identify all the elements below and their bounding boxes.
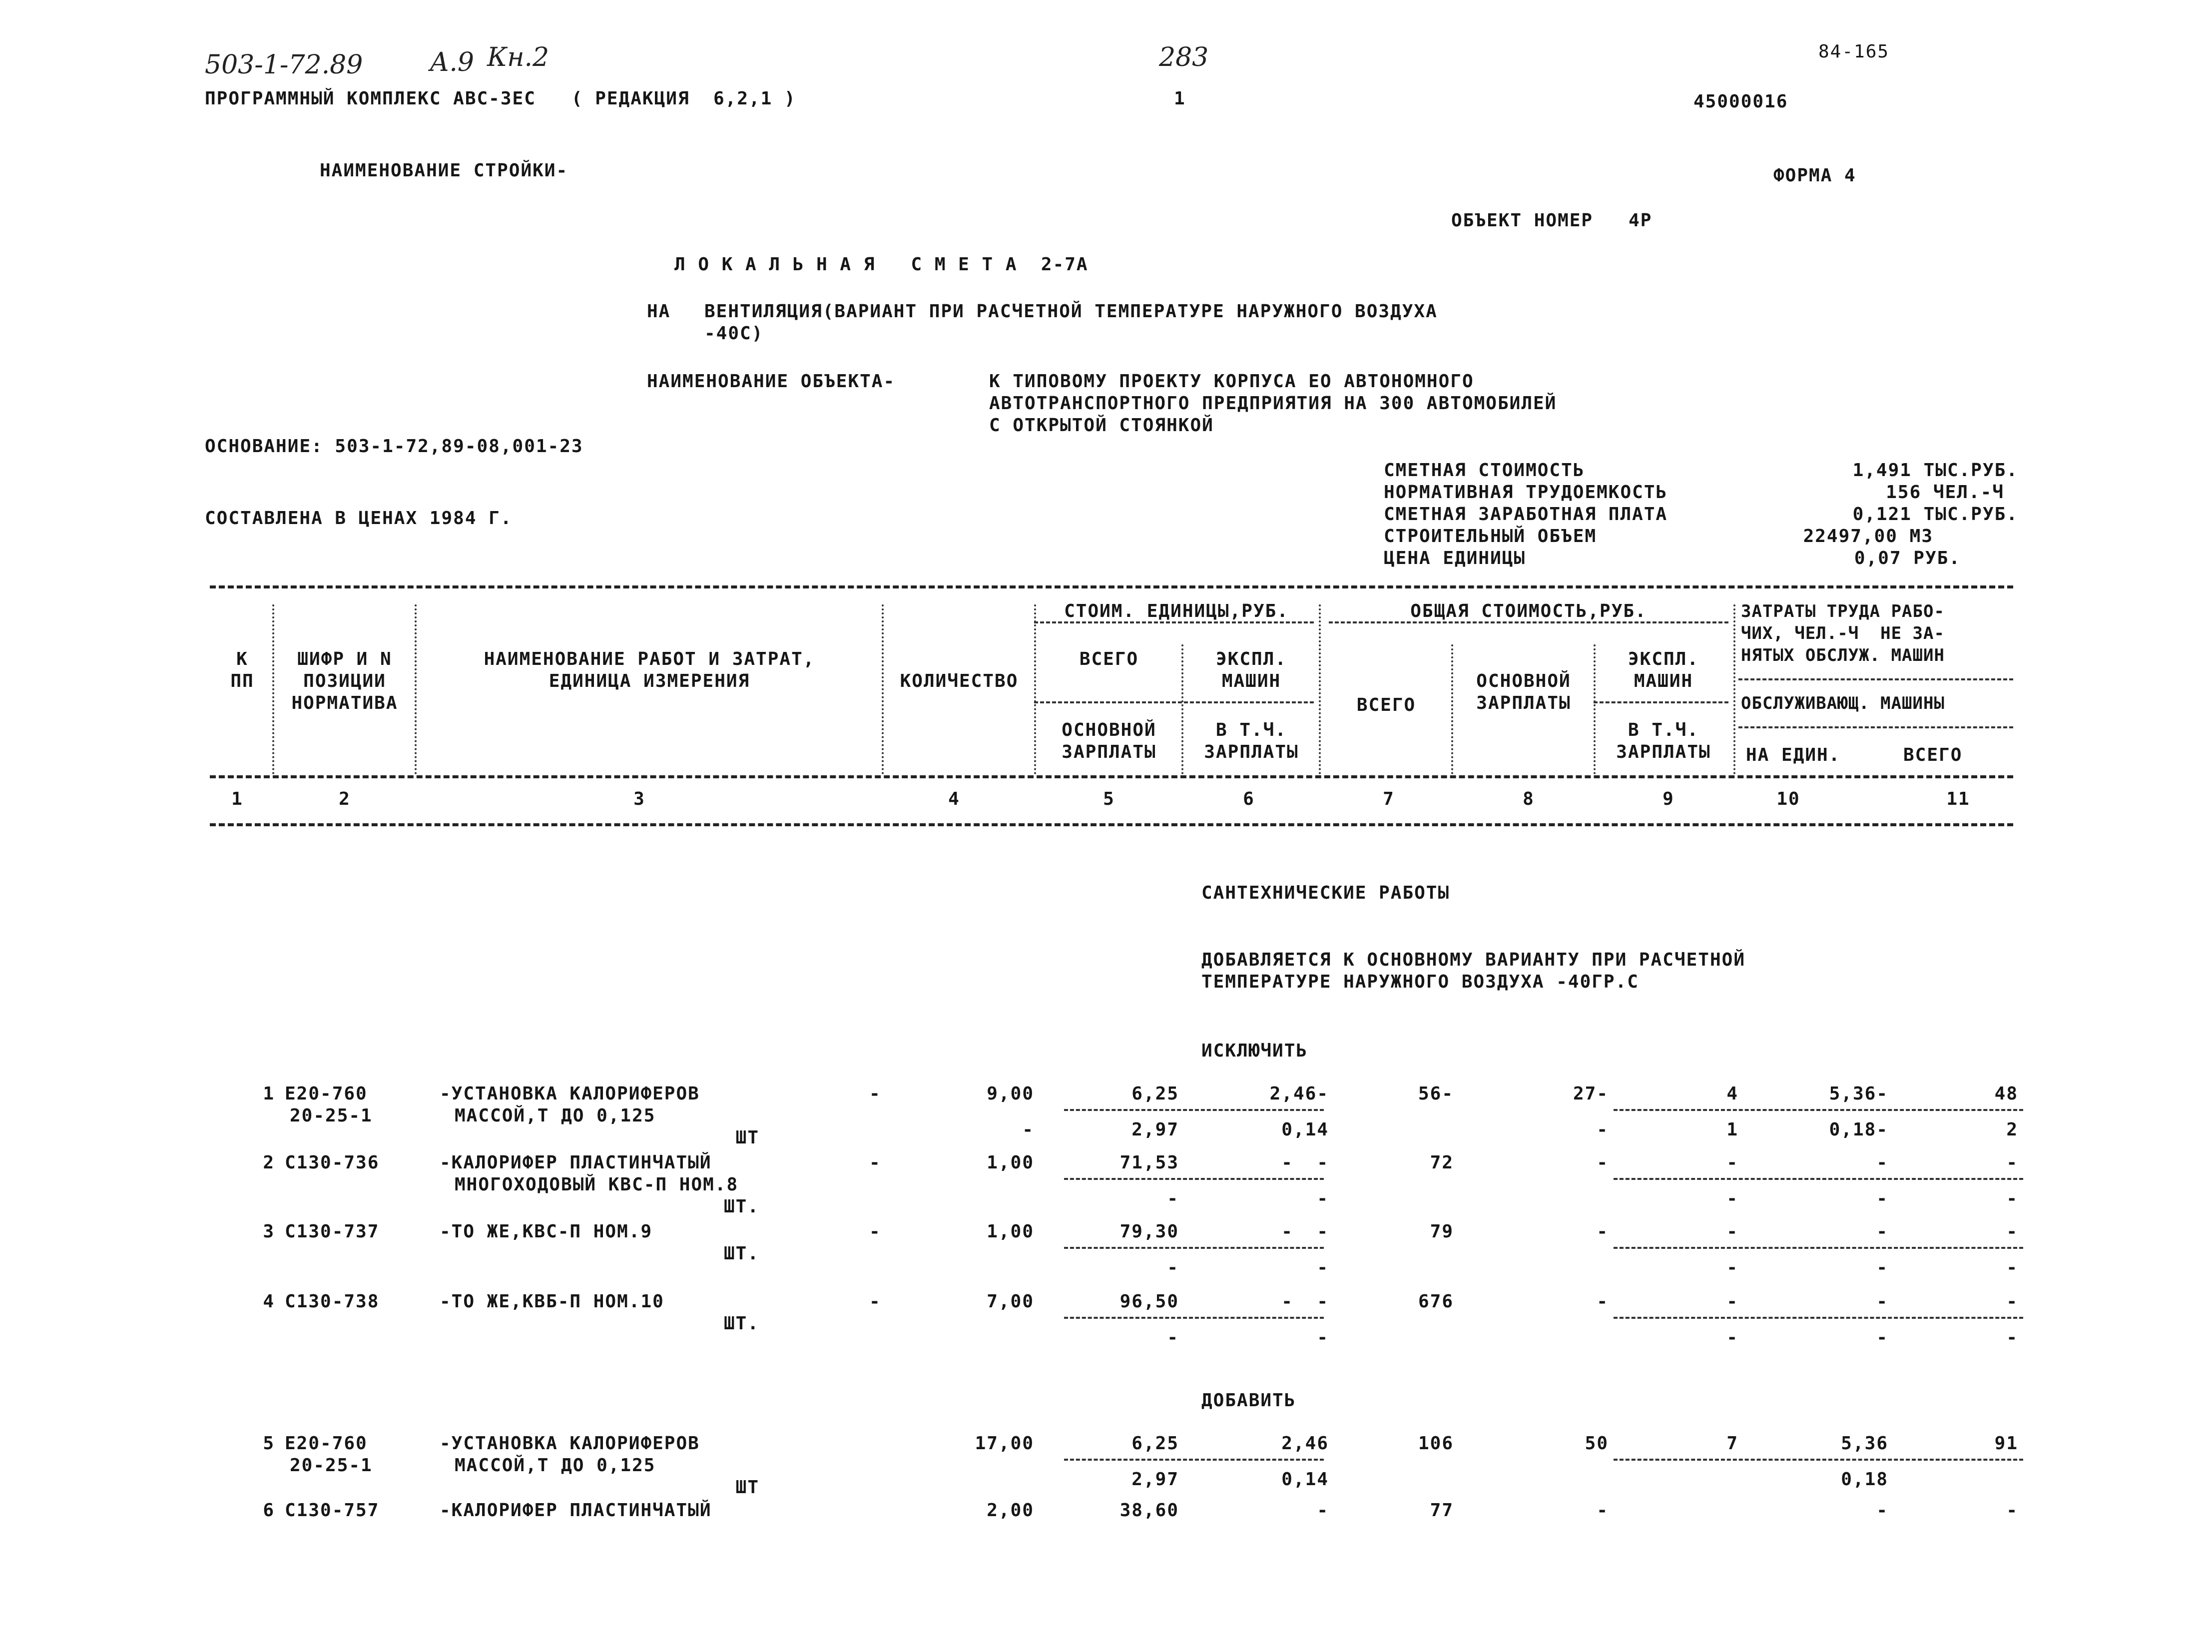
row-total-rule [1614, 1247, 2023, 1249]
row-labor-unit-sub: - [1876, 1327, 1888, 1348]
row-labor-unit: - [1876, 1152, 1888, 1173]
row-total-wage: - [1597, 1221, 1609, 1242]
col-divider [1451, 644, 1453, 774]
row-unit-rule [1064, 1247, 1324, 1249]
row-number: 3 [263, 1221, 275, 1242]
col-header-num: К ПП [230, 649, 254, 691]
row-sign: - [869, 1221, 881, 1242]
row-total-incl: - [1726, 1257, 1738, 1278]
row-labor-total: - [2006, 1221, 2018, 1242]
row-total-machine: - [1726, 1221, 1738, 1242]
row-labor-total: - [2006, 1500, 2018, 1521]
object-label: НАИМЕНОВАНИЕ ОБЪЕКТА- [647, 371, 896, 392]
row-number: 1 [263, 1084, 275, 1104]
col-divider [272, 604, 274, 774]
row-number: 6 [263, 1500, 275, 1521]
row-unit-machine: - - [1281, 1291, 1329, 1312]
row-name: -УСТАНОВКА КАЛОРИФЕРОВ [440, 1433, 700, 1454]
row-name: -ТО ЖЕ,КВБ-П НОМ.10 [440, 1291, 664, 1312]
total-sub-rule [1594, 701, 1728, 703]
row-labor-total-sub: 2 [2006, 1119, 2018, 1140]
unit-machine: ЭКСПЛ. МАШИН [1215, 649, 1287, 691]
row-quantity: 2,00 [987, 1500, 1034, 1521]
unit-incl: В Т.Ч. ЗАРПЛАТЫ [1204, 720, 1299, 762]
row-total-machine: 4 [1726, 1084, 1738, 1104]
row-quantity: 17,00 [975, 1433, 1034, 1454]
numbers-bottom-rule [210, 823, 2013, 826]
row-total-wage: - [1597, 1291, 1609, 1312]
row-unit-incl: - [1317, 1257, 1329, 1278]
row-total-incl: - [1726, 1188, 1738, 1209]
col-divider [1319, 604, 1321, 774]
row-sign: - [869, 1084, 881, 1104]
col-number: 5 [1103, 789, 1115, 809]
doc-number: 45000016 [1693, 91, 1788, 112]
row-unit-rule [1064, 1317, 1324, 1319]
summary-label: СТРОИТЕЛЬНЫЙ ОБЪЕМ [1384, 526, 1597, 547]
row-total-machine: - [1726, 1291, 1738, 1312]
row-quantity: 1,00 [987, 1152, 1034, 1173]
labor-rule-2 [1738, 726, 2013, 728]
col-divider [1181, 644, 1183, 774]
estimate-on-line1: ВЕНТИЛЯЦИЯ(ВАРИАНТ ПРИ РАСЧЕТНОЙ ТЕМПЕРАТУРЕ НАРУЖНОГО ВОЗДУХА [704, 301, 1438, 322]
row-code: Е20-760 [285, 1433, 368, 1454]
row-unit: ШТ. [723, 1313, 759, 1334]
row-number: 5 [263, 1433, 275, 1454]
col-divider [1733, 604, 1735, 774]
row-code: С130-738 [285, 1291, 380, 1312]
labor-group: ЗАТРАТЫ ТРУДА РАБО- ЧИХ, ЧЕЛ.-Ч НЕ ЗА- НЯТЫХ ОБСЛУЖ. МАШИН [1741, 601, 1945, 665]
object-line1: К ТИПОВОМУ ПРОЕКТУ КОРПУСА ЕО АВТОНОМНОГО [989, 371, 1474, 392]
row-name-2: МАССОЙ,Т ДО 0,125 [455, 1455, 656, 1476]
row-name: -ТО ЖЕ,КВС-П НОМ.9 [440, 1221, 653, 1242]
row-labor-total-sub: - [2006, 1257, 2018, 1278]
row-unit: ШТ. [723, 1196, 759, 1217]
row-unit-wage: - [1167, 1188, 1179, 1209]
row-labor-unit: - [1876, 1500, 1888, 1521]
summary-label: СМЕТНАЯ СТОИМОСТЬ [1384, 460, 1585, 481]
handwritten-code: 503-1-72.89 [205, 50, 363, 80]
col-number: 1 [231, 789, 243, 809]
row-name: -УСТАНОВКА КАЛОРИФЕРОВ [440, 1084, 700, 1104]
row-name-2: МНОГОХОДОВЫЙ КВС-П НОМ.8 [455, 1174, 739, 1195]
summary-value: 0,121 ТЫС.РУБ. [1852, 504, 2018, 525]
row-unit-wage: 2,97 [1131, 1469, 1179, 1490]
labor-total: ВСЕГО [1903, 745, 1963, 765]
col-number: 8 [1523, 789, 1535, 809]
row-unit: ШТ [735, 1477, 759, 1498]
row-labor-total: - [2006, 1291, 2018, 1312]
construction-name: НАИМЕНОВАНИЕ СТРОЙКИ- [320, 160, 568, 181]
row-total-wage: - [1597, 1152, 1609, 1173]
col-header-code: ШИФР И N ПОЗИЦИИ НОРМАТИВА [291, 649, 398, 713]
row-code: С130-736 [285, 1152, 380, 1173]
row-unit-wage: - [1167, 1327, 1179, 1348]
col-number: 10 [1776, 789, 1800, 809]
row-labor-unit: - [1876, 1221, 1888, 1242]
header-bottom-rule [210, 775, 2013, 778]
row-labor-total: - [2006, 1152, 2018, 1173]
row-code-2: 20-25-1 [290, 1455, 373, 1476]
row-labor-total: 91 [1994, 1433, 2018, 1454]
row-quantity-sub: - [1022, 1119, 1034, 1140]
col-header-qty: КОЛИЧЕСТВО [900, 671, 1019, 691]
row-total: 106 [1418, 1433, 1454, 1454]
row-total: 79 [1430, 1221, 1454, 1242]
row-code: С130-737 [285, 1221, 380, 1242]
row-labor-total-sub: - [2006, 1188, 2018, 1209]
row-total: 56- [1418, 1084, 1454, 1104]
summary-value: 156 ЧЕЛ.-Ч [1886, 482, 2004, 503]
row-unit-rule [1064, 1459, 1324, 1461]
row-unit-machine: - - [1281, 1221, 1329, 1242]
row-number: 2 [263, 1152, 275, 1173]
total-wage: ОСНОВНОЙ ЗАРПЛАТЫ [1476, 671, 1571, 713]
handwritten-corner: 84-165 [1818, 41, 1890, 62]
object-number: ОБЪЕКТ НОМЕР 4Р [1451, 210, 1653, 231]
row-unit: ШТ. [723, 1243, 759, 1264]
total-cost-group: ОБЩАЯ СТОИМОСТЬ,РУБ. [1410, 601, 1647, 621]
row-unit-rule [1064, 1178, 1324, 1180]
object-line2: АВТОТРАНСПОРТНОГО ПРЕДПРИЯТИЯ НА 300 АВТОМОБИЛЕЙ [989, 393, 1557, 414]
page-number: 1 [1174, 88, 1186, 109]
unit-wage: ОСНОВНОЙ ЗАРПЛАТЫ [1062, 720, 1156, 762]
handwritten-page: 283 [1159, 42, 1209, 72]
row-code: С130-757 [285, 1500, 380, 1521]
row-unit-rule [1064, 1109, 1324, 1111]
form-label: ФОРМА 4 [1773, 165, 1856, 186]
row-unit-incl: - [1317, 1327, 1329, 1348]
row-unit-total: 6,25 [1131, 1433, 1179, 1454]
row-unit-wage: 2,97 [1131, 1119, 1179, 1140]
col-number: 4 [948, 789, 960, 809]
summary-value: 1,491 ТЫС.РУБ. [1852, 460, 2018, 481]
row-unit-incl: - [1317, 1188, 1329, 1209]
row-name: -КАЛОРИФЕР ПЛАСТИНЧАТЫЙ [440, 1152, 712, 1173]
row-unit-total: 71,53 [1119, 1152, 1179, 1173]
row-name: -КАЛОРИФЕР ПЛАСТИНЧАТЫЙ [440, 1500, 712, 1521]
row-labor-unit-sub: 0,18 [1841, 1469, 1888, 1490]
col-divider [415, 604, 417, 774]
labor-machines: ОБСЛУЖИВАЮЩ. МАШИНЫ [1741, 693, 1945, 713]
row-total-machine: 7 [1726, 1433, 1738, 1454]
unit-cost-group: СТОИМ. ЕДИНИЦЫ,РУБ. [1064, 601, 1289, 621]
row-total-wage-sub: - [1597, 1119, 1609, 1140]
row-quantity: 1,00 [987, 1221, 1034, 1242]
col-divider [1034, 604, 1036, 774]
row-name-2: МАССОЙ,Т ДО 0,125 [455, 1105, 656, 1126]
row-sign: - [869, 1152, 881, 1173]
handwritten-book: Кн.2 [487, 42, 550, 72]
row-total-wage: 50 [1585, 1433, 1609, 1454]
unit-total: ВСЕГО [1079, 649, 1139, 669]
row-unit-incl: 0,14 [1281, 1119, 1329, 1140]
add-heading: ДОБАВИТЬ [1201, 1390, 1296, 1411]
col-number: 9 [1662, 789, 1674, 809]
unit-sub-rule [1034, 701, 1314, 703]
row-quantity: 7,00 [987, 1291, 1034, 1312]
row-unit-machine: 2,46- [1269, 1084, 1329, 1104]
total-incl: В Т.Ч. ЗАРПЛАТЫ [1616, 720, 1711, 762]
row-quantity: 9,00 [987, 1084, 1034, 1104]
prices-line: СОСТАВЛЕНА В ЦЕНАХ 1984 Г. [205, 508, 513, 529]
row-unit-machine: - [1317, 1500, 1329, 1521]
row-code-2: 20-25-1 [290, 1105, 373, 1126]
col-divider [882, 604, 884, 774]
row-labor-unit: 5,36 [1841, 1433, 1888, 1454]
estimate-on-prefix: НА [647, 301, 671, 322]
row-total-rule [1614, 1109, 2023, 1111]
labor-unit: НА ЕДИН. [1746, 745, 1841, 765]
row-unit: ШТ [735, 1127, 759, 1148]
col-number: 11 [1946, 789, 1970, 809]
row-labor-unit-sub: 0,18- [1829, 1119, 1888, 1140]
row-total: 72 [1430, 1152, 1454, 1173]
total-machine: ЭКСПЛ. МАШИН [1628, 649, 1699, 691]
summary-label: СМЕТНАЯ ЗАРАБОТНАЯ ПЛАТА [1384, 504, 1668, 525]
row-labor-unit-sub: - [1876, 1257, 1888, 1278]
total-all: ВСЕГО [1356, 695, 1416, 715]
section-note-line1: ДОБАВЛЯЕТСЯ К ОСНОВНОМУ ВАРИАНТУ ПРИ РАСЧЕТНОЙ [1201, 950, 1745, 970]
col-number: 7 [1383, 789, 1395, 809]
row-total-rule [1614, 1459, 2023, 1461]
col-number: 2 [339, 789, 351, 809]
row-code: Е20-760 [285, 1084, 368, 1104]
col-header-name: НАИМЕНОВАНИЕ РАБОТ И ЗАТРАТ, ЕДИНИЦА ИЗМЕРЕНИЯ [484, 649, 815, 691]
row-labor-unit: 5,36- [1829, 1084, 1888, 1104]
object-line3: С ОТКРЫТОЙ СТОЯНКОЙ [989, 415, 1214, 436]
row-labor-unit: - [1876, 1291, 1888, 1312]
basis-line: ОСНОВАНИЕ: 503-1-72,89-08,001-23 [205, 436, 583, 457]
row-labor-total: 48 [1994, 1084, 2018, 1104]
row-unit-total: 96,50 [1119, 1291, 1179, 1312]
row-total-wage: 27- [1573, 1084, 1609, 1104]
row-unit-total: 38,60 [1119, 1500, 1179, 1521]
col-number: 6 [1243, 789, 1255, 809]
row-number: 4 [263, 1291, 275, 1312]
row-unit-machine: - - [1281, 1152, 1329, 1173]
row-unit-machine: 2,46 [1281, 1433, 1329, 1454]
row-sign: - [869, 1291, 881, 1312]
row-unit-incl: 0,14 [1281, 1469, 1329, 1490]
row-total-rule [1614, 1317, 2023, 1319]
summary-label: НОРМАТИВНАЯ ТРУДОЕМКОСТЬ [1384, 482, 1668, 503]
row-total-rule [1614, 1178, 2023, 1180]
col-divider [1594, 644, 1596, 774]
labor-rule-1 [1738, 678, 2013, 680]
section-title: САНТЕХНИЧЕСКИЕ РАБОТЫ [1201, 883, 1450, 903]
col-number: 3 [633, 789, 645, 809]
section-note-line2: ТЕМПЕРАТУРЕ НАРУЖНОГО ВОЗДУХА -40ГР.С [1201, 972, 1639, 992]
row-total-incl: - [1726, 1327, 1738, 1348]
summary-value: 0,07 РУБ. [1854, 548, 1961, 568]
estimate-title: Л О К А Л Ь Н А Я С М Е Т А 2-7А [674, 254, 1089, 275]
exclude-heading: ИСКЛЮЧИТЬ [1201, 1041, 1308, 1061]
row-unit-total: 79,30 [1119, 1221, 1179, 1242]
row-unit-wage: - [1167, 1257, 1179, 1278]
handwritten-volume: А.9 [430, 47, 474, 77]
program-line: ПРОГРАММНЫЙ КОМПЛЕКС АВС-3ЕС ( РЕДАКЦИЯ 6,2,1 ) [205, 88, 796, 109]
row-total-machine: - [1726, 1152, 1738, 1173]
header-top-rule [210, 585, 2013, 588]
estimate-on-line2: -40С) [704, 323, 764, 344]
row-total-incl: 1 [1726, 1119, 1738, 1140]
row-labor-total-sub: - [2006, 1327, 2018, 1348]
row-total-wage: - [1597, 1500, 1609, 1521]
row-unit-total: 6,25 [1131, 1084, 1179, 1104]
row-labor-unit-sub: - [1876, 1188, 1888, 1209]
summary-value: 22497,00 М3 [1803, 526, 1933, 547]
row-total: 676 [1418, 1291, 1454, 1312]
row-total: 77 [1430, 1500, 1454, 1521]
summary-label: ЦЕНА ЕДИНИЦЫ [1384, 548, 1526, 568]
